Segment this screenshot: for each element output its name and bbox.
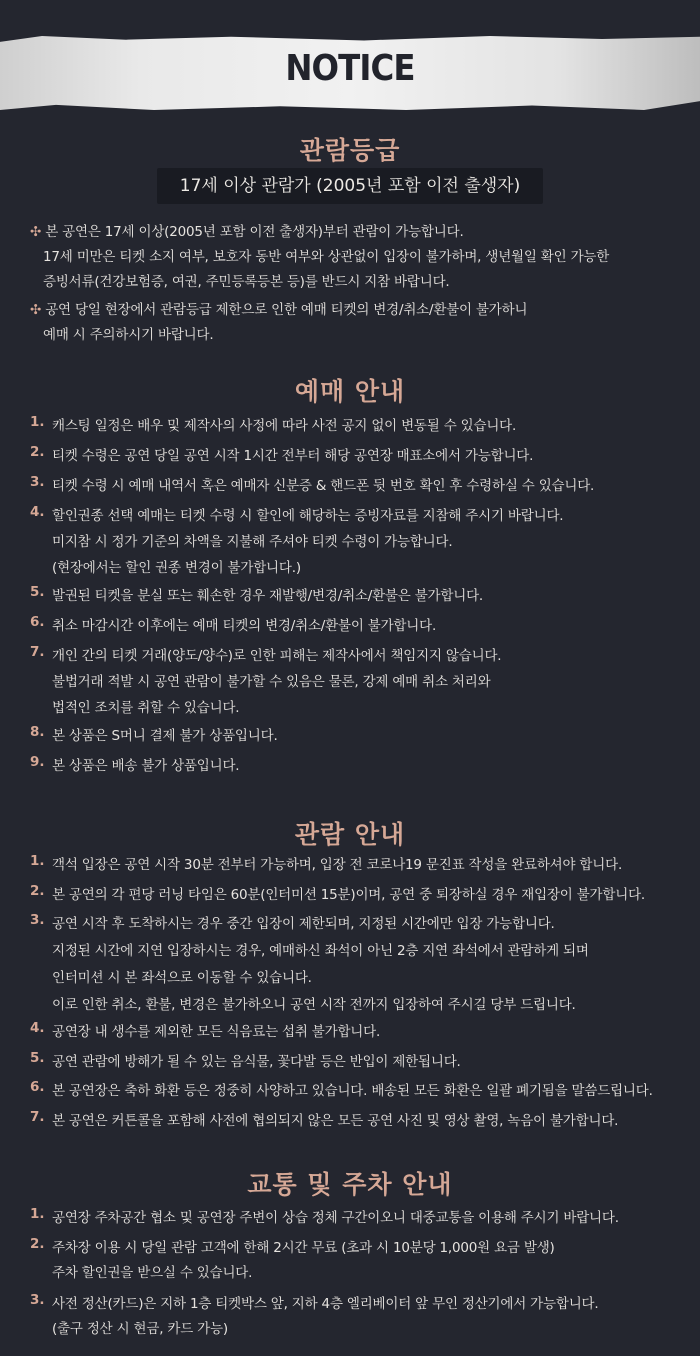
list-item-line: 법적인 조치를 취할 수 있습니다. [52,700,240,716]
list-item-number: 9. [30,754,45,770]
list-item-line: 지정된 시간에 지연 입장하시는 경우, 예매하신 좌석이 아닌 2층 지연 좌석에서 관람하게 되며 [52,943,589,959]
list-item-line: 주차 할인권을 받으실 수 있습니다. [52,1265,253,1281]
list-item-number: 4. [30,504,45,520]
list-item-line: 이로 인한 취소, 환불, 변경은 불가하오니 공연 시작 전까지 입장하여 주시길 당부 드립니다. [52,997,576,1013]
list-item-number: 8. [30,724,45,740]
list-item-line: (현장에서는 할인 권종 변경이 불가합니다.) [52,560,301,576]
rating-item-1-line-2: 17세 미만은 티켓 소지 여부, 보호자 동반 여부와 상관없이 입장이 불가하며, 생년월일 확인 가능한 [43,249,610,265]
list-item-line: 인터미션 시 본 좌석으로 이동할 수 있습니다. [52,970,312,986]
list-item-line: 본 공연은 커튼콜을 포함해 사전에 협의되지 않은 모든 공연 사진 및 영상 촬영, 녹음이 불가합니다. [52,1113,619,1129]
list-item-number: 6. [30,614,45,630]
list-item-line: 본 공연장은 축하 화환 등은 정중히 사양하고 있습니다. 배송된 모든 화환은 일괄 폐기됨을 말씀드립니다. [52,1083,653,1099]
rating-item-2-line-2: 예매 시 주의하시기 바랍니다. [43,327,214,343]
list-item-line: 캐스팅 일정은 배우 및 제작사의 사정에 따라 사전 공지 없이 변동될 수 있습니다. [52,418,517,434]
list-item-line: 발권된 티켓을 분실 또는 훼손한 경우 재발행/변경/취소/환불은 불가합니다. [52,588,484,604]
list-item-line: 공연 관람에 방해가 될 수 있는 음식물, 꽃다발 등은 반입이 제한됩니다. [52,1054,461,1070]
list-item-number: 3. [30,912,45,928]
list-item-line: 티켓 수령은 공연 당일 공연 시작 1시간 전부터 해당 공연장 매표소에서 가능합니다. [52,448,534,464]
list-item-line: 불법거래 적발 시 공연 관람이 불가할 수 있음은 물론, 강제 예매 취소 처리와 [52,674,491,690]
list-item-line: 객석 입장은 공연 시작 30분 전부터 가능하며, 입장 전 코로나19 문진표 작성을 완료하셔야 합니다. [52,857,623,873]
list-item-line: 본 상품은 배송 불가 상품입니다. [52,758,240,774]
list-item-number: 1. [30,1206,45,1222]
list-item-line: 공연장 내 생수를 제외한 모든 식음료는 섭취 불가합니다. [52,1024,381,1040]
list-item-line: 티켓 수령 시 예매 내역서 혹은 예매자 신분증 & 핸드폰 뒷 번호 확인 후 수령하실 수 있습니다. [52,478,595,494]
list-item-number: 1. [30,414,45,430]
list-item-line: 본 공연의 각 편당 러닝 타임은 60분(인터미션 15분)이며, 공연 중 퇴장하실 경우 재입장이 불가합니다. [52,887,646,903]
list-item-number: 5. [30,1050,45,1066]
rating-section-title: 관람등급 [299,136,401,165]
list-item-number: 2. [30,444,45,460]
rating-item-1-line-3: 증빙서류(건강보험증, 여권, 주민등록등본 등)를 반드시 지참 바랍니다. [43,274,450,290]
rating-item-1-line-1: ✣ 본 공연은 17세 이상(2005년 포함 이전 출생자)부터 관람이 가능합니다. [30,224,464,240]
list-item-number: 2. [30,1236,45,1252]
rating-badge: 17세 이상 관람가 (2005년 포함 이전 출생자) [157,168,543,204]
list-item-line: 사전 정산(카드)은 지하 1층 티켓박스 앞, 지하 4층 엘리베이터 앞 무인 정산기에서 가능합니다. [52,1296,599,1312]
list-item-number: 3. [30,1292,45,1308]
list-item-line: 공연 시작 후 도착하시는 경우 중간 입장이 제한되며, 지정된 시간에만 입장 가능합니다. [52,916,555,932]
viewing-section-title: 관람 안내 [294,820,406,849]
list-item-line: 미지참 시 정가 기준의 차액을 지불해 주셔야 티켓 수령이 가능합니다. [52,534,453,550]
booking-section-title: 예매 안내 [294,377,406,406]
list-item-line: 공연장 주차공간 협소 및 공연장 주변이 상습 정체 구간이오니 대중교통을 이용해 주시기 바랍니다. [52,1210,619,1226]
list-item-number: 7. [30,644,45,660]
traffic-section-title: 교통 및 주차 안내 [247,1170,453,1199]
bullet-icon: ✣ [30,302,42,318]
notice-title: NOTICE [285,48,415,89]
list-item-number: 3. [30,474,45,490]
list-item-number: 5. [30,584,45,600]
list-item-number: 7. [30,1109,45,1125]
list-item-line: 주차장 이용 시 당일 관람 고객에 한해 2시간 무료 (초과 시 10분당 1,000원 요금 발생) [52,1240,555,1256]
list-item-line: (출구 정산 시 현금, 카드 가능) [52,1321,228,1337]
list-item-line: 취소 마감시간 이후에는 예매 티켓의 변경/취소/환불이 불가합니다. [52,618,437,634]
bullet-icon: ✣ [30,224,42,240]
rating-item-2-line-1: ✣ 공연 당일 현장에서 관람등급 제한으로 인한 예매 티켓의 변경/취소/환불이 불가하니 [30,302,528,318]
list-item-line: 할인권종 선택 예매는 티켓 수령 시 할인에 해당하는 증빙자료를 지참해 주시기 바랍니다. [52,508,564,524]
list-item-number: 4. [30,1020,45,1036]
list-item-line: 개인 간의 티켓 거래(양도/양수)로 인한 피해는 제작사에서 책임지지 않습니다. [52,648,502,664]
list-item-line: 본 상품은 S머니 결제 불가 상품입니다. [52,728,278,744]
list-item-number: 2. [30,883,45,899]
list-item-number: 1. [30,853,45,869]
list-item-number: 6. [30,1079,45,1095]
